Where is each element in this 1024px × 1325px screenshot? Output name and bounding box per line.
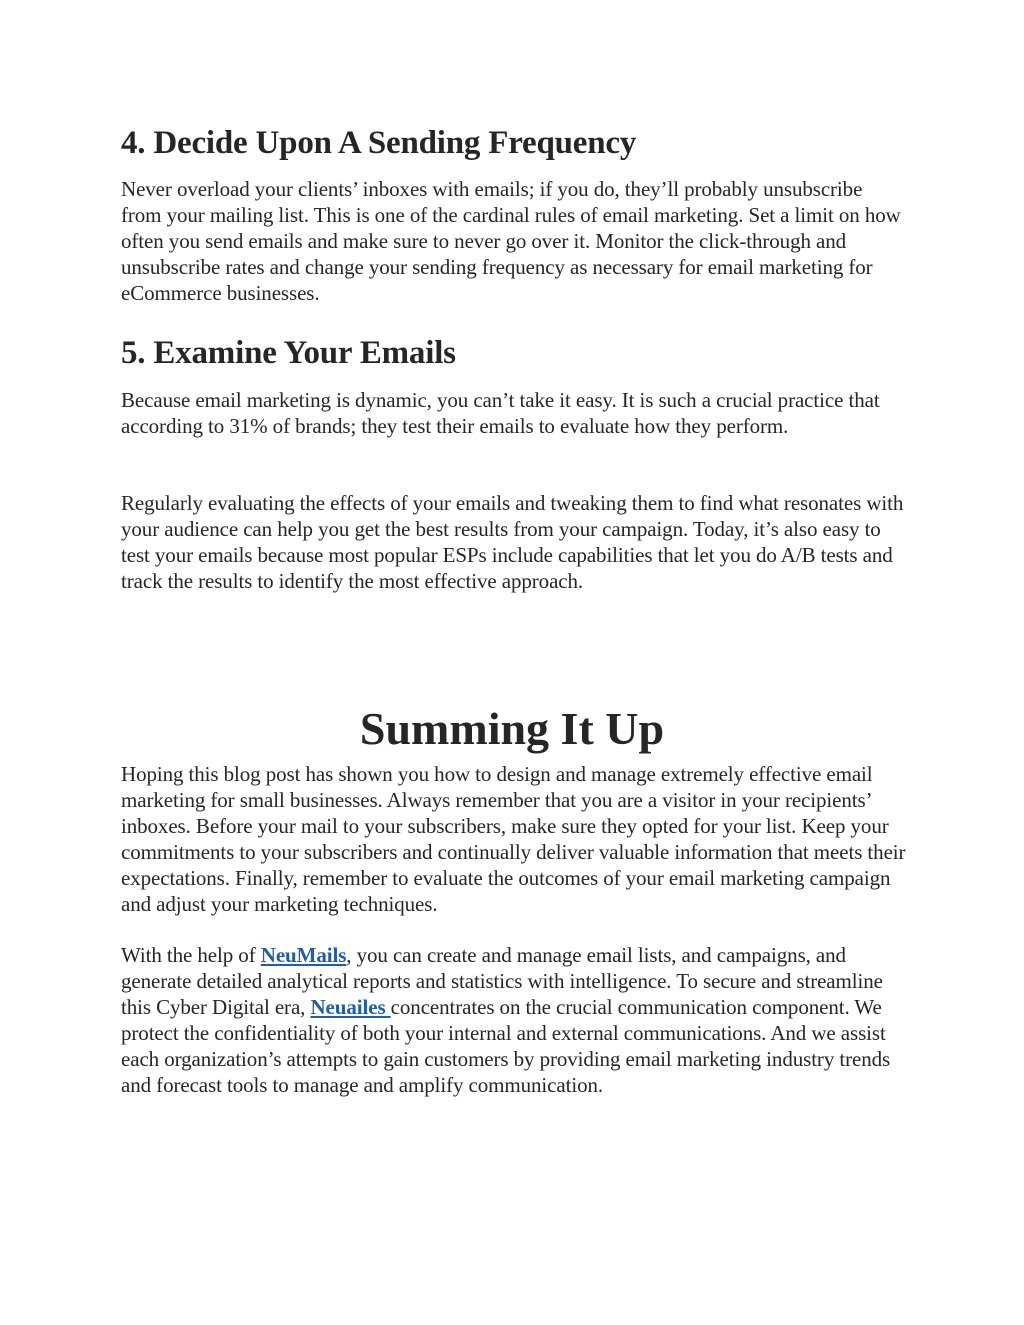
section-heading-summing-it-up: Summing It Up — [359, 703, 665, 754]
neuailes-link[interactable]: Neuailes — [310, 995, 391, 1019]
paragraph-examine-emails-2: Regularly evaluating the effects of your emails and tweaking them to find what resonates with your audience can help you get the best results from your campaign. Today, it’s also easy to test your emails because most popular ESPs include capabilities that let you do A/B tests and track the results to identify the most effective approach. — [121, 491, 904, 593]
paragraph-text-segment: concentrates on the crucial communication component. We protect the confidentiality of both your internal and external communications. And we assist each organization’s attempts to gain customers by providing email marketing industry trends and forecast tools to manage and amplify communication. — [121, 995, 891, 1097]
section-heading-examine-emails: 5. Examine Your Emails — [121, 335, 456, 371]
paragraph-examine-emails-1: Because email marketing is dynamic, you can’t take it easy. It is such a crucial practice that according to 31% of brands; they test their emails to evaluate how they perform. — [121, 388, 880, 438]
section-heading-sending-frequency: 4. Decide Upon A Sending Frequency — [121, 125, 637, 161]
paragraph-summing-it-up-1: Hoping this blog post has shown you how to design and manage extremely effective email marketing for small businesses. Always remember that you are a visitor in your recipients’ inboxes. Before your mail to your subscribers, make sure they opted for your list. Keep your commitments to your subscribers and continually deliver valuable information that meets their expectations. Finally, remember to evaluate the outcomes of your email marketing campaign and adjust your marketing techniques. — [121, 762, 906, 916]
paragraph-text-segment: , you can create and manage email lists, and campaigns, and generate detailed analytical reports and statistics with intelligence. To secure and streamline this Cyber Digital era, — [121, 943, 883, 1019]
neumails-link[interactable]: NeuMails — [260, 943, 347, 967]
paragraph-sending-frequency: Never overload your clients’ inboxes with emails; if you do, they’ll probably unsubscribe from your mailing list. This is one of the cardinal rules of email marketing. Set a limit on how often you send emails and make sure to never go over it. Monitor the click-through and unsubscribe rates and change your sending frequency as necessary for email marketing for eCommerce businesses. — [121, 177, 901, 305]
paragraph-summing-it-up-2 — [121, 942, 906, 1098]
paragraph-text-segment: With the help of — [121, 943, 261, 967]
